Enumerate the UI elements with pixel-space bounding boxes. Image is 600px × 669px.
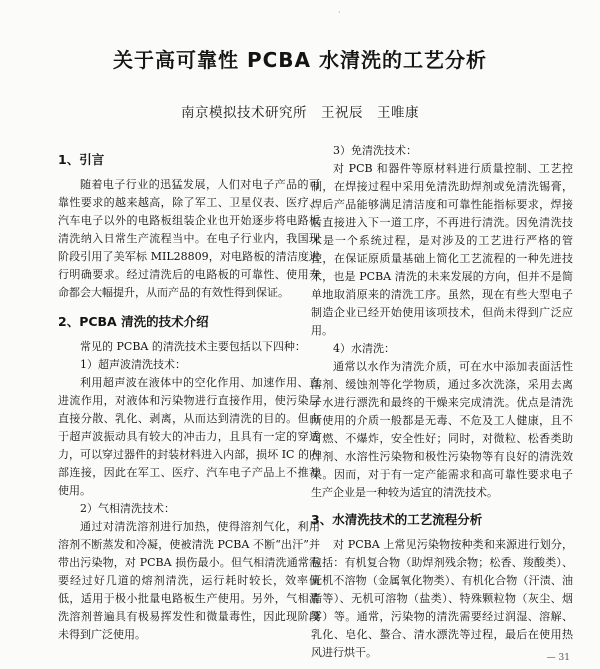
subheading-water: 4）水清洗： <box>333 342 395 355</box>
article-title: 关于高可靠性 PCBA 水清洗的工艺分析 <box>113 48 487 72</box>
subheading-no-clean: 3）免清洗技术： <box>333 144 417 157</box>
subheading-ultrasonic: 1）超声波清洗技术： <box>80 358 186 371</box>
process-paragraph: 对 PCBA 上常见污染物按种类和来源进行划分，包括：有机复合物（助焊剂残余物；松香、羧酸类）、无机不溶物（金属氧化物类）、有机化合物（汗渍、油脂等）、无机可溶物（盐类）、特殊颗粒物（灰尘、烟雾）等。通常，污染物的清洗需要经过润湿、溶解、乳化、皂化、螯合、清水漂洗等过程，最后在使用热风进行烘干。 <box>311 538 573 659</box>
water-paragraph: 通常以水作为清洗介质，可在水中添加表面活性溶剂、缓蚀剂等化学物质，通过多次洗涤，采用去离子水进行漂洗和最终的干燥来完成清洗。优点是清洗所使用的介质一般都是无毒、不危及工人健康，且不可燃、不爆炸，安全性好；同时，对微粒、松香类助焊剂、水溶性污染物和极性污染物等有良好的清洗效果。因而，对于有一定产能需求和高可靠性要求电子生产企业是一种较为适宜的清洗技术。 <box>311 360 573 499</box>
left-column <box>58 146 320 644</box>
tech-intro-paragraph: 常见的 PCBA 的清洗技术主要包括以下四种： <box>80 340 306 353</box>
section-heading-intro: 1、引言 <box>58 152 105 167</box>
intro-paragraph: 随着电子行业的迅猛发展，人们对电子产品的可靠性要求的越来越高，除了军工、卫星仪表、医疗、汽车电子以外的电路板组装企业也开始逐步将电路板清洗纳入日常生产流程当中。在电子行业内，我国现阶段引用了美军标 MIL28809，对电路板的清洁度进行明确要求。经过清洗后的电路板的可靠性、使用寿命都会大幅提升，从而产品的有效性得到保证。 <box>58 178 320 299</box>
header-mark: · <box>338 8 341 17</box>
section-heading-tech: 2、PCBA 清洗的技术介绍 <box>58 314 209 329</box>
vapor-paragraph: 通过对清洗溶剂进行加热，使得溶剂气化，利用溶剂不断蒸发和冷凝，使被清洗 PCBA 不断“出汗”并带出污染物，对 PCBA 损伤最小。但气相清洗通常需要经过好几道的熔剂清洗，运行耗时较长，效率偏低，适用于极小批量电路板生产使用。另外，气相清洗溶剂普遍具有极易挥发性和微量毒性，因此现阶段未得到广泛使用。 <box>58 520 320 641</box>
right-column <box>311 142 573 662</box>
no-clean-paragraph: 对 PCB 和器件等原材料进行质量控制、工艺控制，在焊接过程中采用免清洗助焊剂或免清洗锡膏，焊后产品能够满足清洁度和可靠性能指标要求，焊接后直接进入下一道工序，不再进行清洗。因免清洗技术是一个系统过程，是对涉及的工艺进行严格的管控，在保证原质量基础上简化工艺流程的一种先进技术，也是 PCBA 清洗的未来发展的方向，但并不是简单地取消原来的清洗工序。虽然，现在有些大型电子制造企业已经开始使用该项技术，但尚未得到广泛应用。 <box>311 162 573 337</box>
page-number: — 31 <box>546 653 570 663</box>
ultrasonic-paragraph: 利用超声波在液体中的空化作用、加速作用、直进流作用，对液体和污染物进行直接作用，使污染层直接分散、乳化、剥离，从而达到清洗的目的。但由于超声波振动具有较大的冲击力，且具有一定的穿透力，可以穿过器件的封装材料进入内部，损坏 IC 的内部连接，因此在军工、医疗、汽车电子产品上不推荐使用。 <box>58 376 320 497</box>
section-heading-process: 3、水清洗技术的工艺流程分析 <box>311 512 483 527</box>
article-authors: 南京模拟技术研究所 王祝辰 王唯康 <box>181 105 419 121</box>
subheading-vapor: 2）气相清洗技术： <box>80 502 175 515</box>
